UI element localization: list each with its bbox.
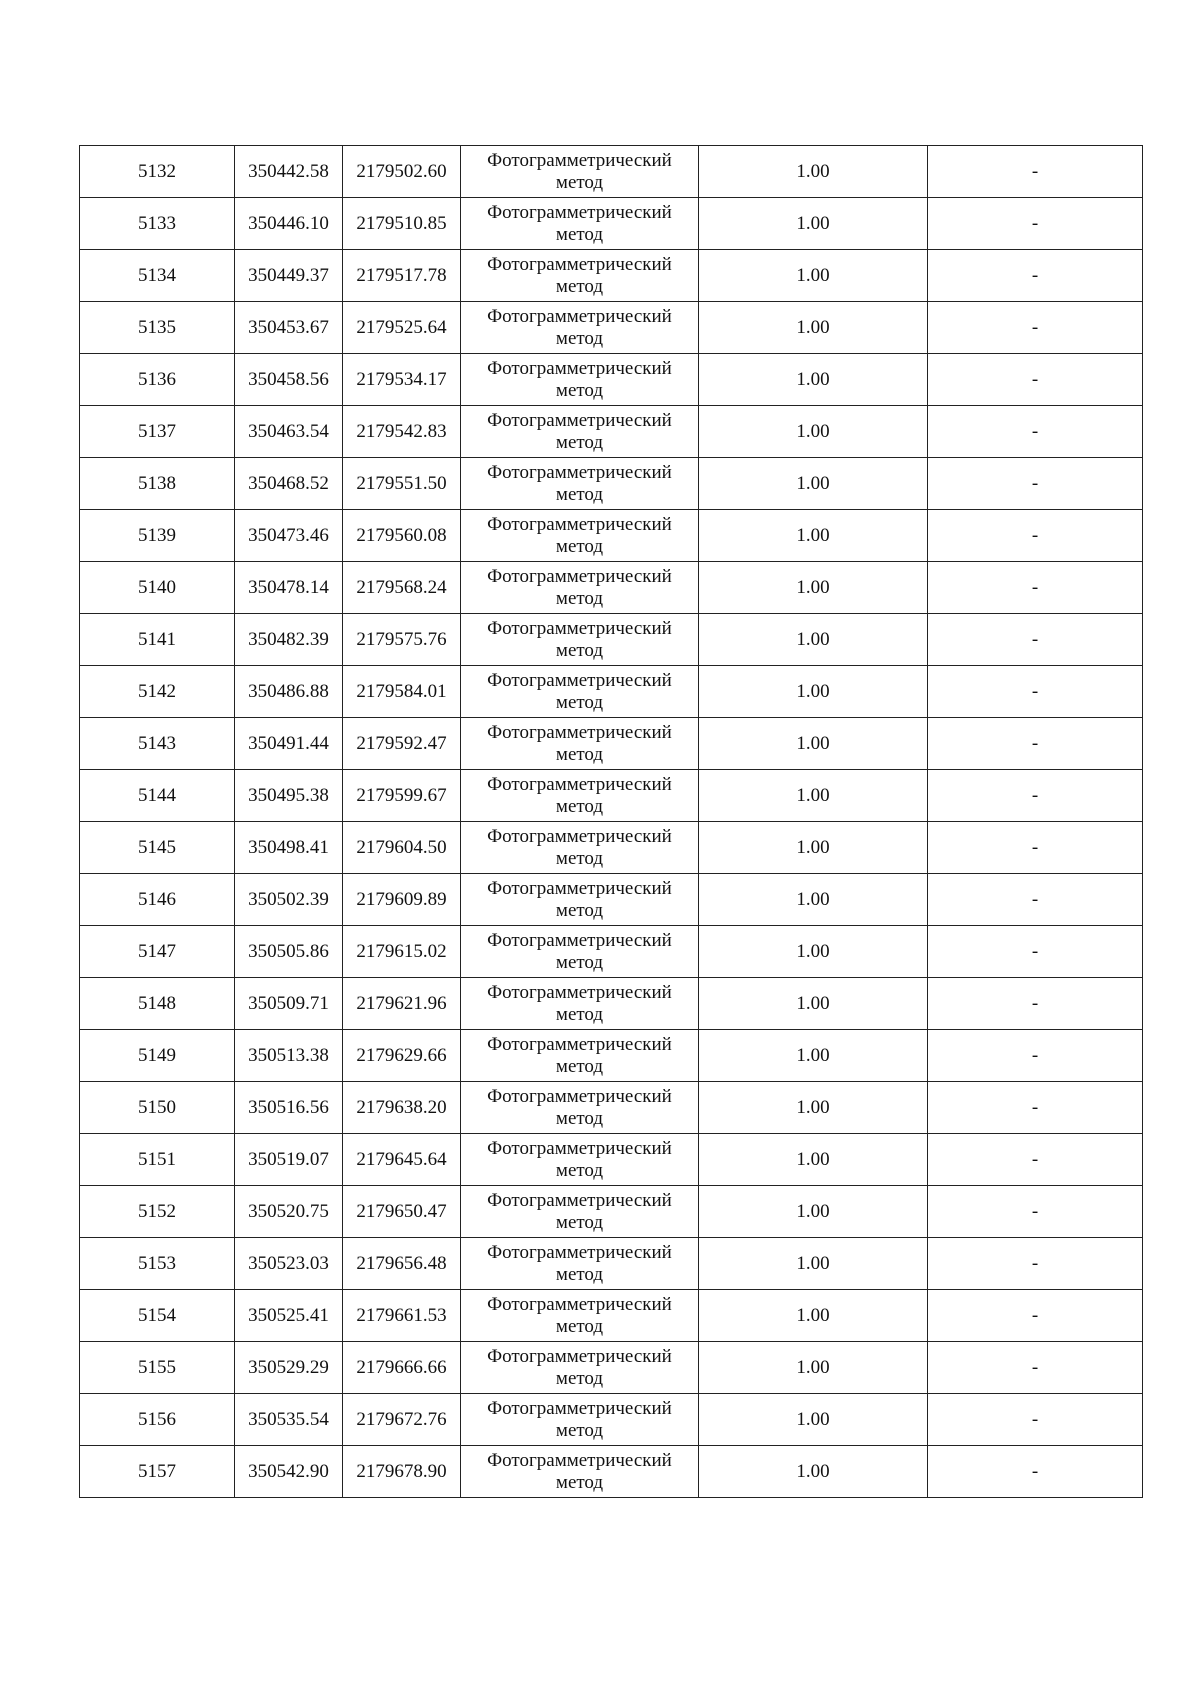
accuracy-cell: 1.00 (699, 926, 928, 978)
y-coordinate-cell: 2179584.01 (343, 666, 461, 718)
table-row (80, 978, 1143, 1030)
table-row (80, 302, 1143, 354)
table-row (80, 458, 1143, 510)
method-cell (461, 1290, 699, 1342)
method-line-1: Фотограмметрический (487, 721, 672, 743)
point-number-cell: 5140 (80, 562, 235, 614)
method-line-2: метод (555, 171, 604, 193)
method-line-1: Фотограмметрический (487, 929, 672, 951)
note-cell: - (928, 146, 1143, 198)
method-cell (461, 510, 699, 562)
note-cell: - (928, 718, 1143, 770)
note-cell: - (928, 822, 1143, 874)
method-line-2: метод (555, 899, 604, 921)
method-cell (461, 354, 699, 406)
method-line-1: Фотограмметрический (487, 357, 672, 379)
method-line-1: Фотограмметрический (487, 149, 672, 171)
y-coordinate-cell: 2179672.76 (343, 1394, 461, 1446)
coordinates-table-body (80, 146, 1143, 1498)
table-row (80, 1134, 1143, 1186)
y-coordinate-cell: 2179638.20 (343, 1082, 461, 1134)
method-cell (461, 1030, 699, 1082)
y-coordinate-cell: 2179517.78 (343, 250, 461, 302)
note-cell: - (928, 302, 1143, 354)
table-row (80, 822, 1143, 874)
point-number-cell: 5134 (80, 250, 235, 302)
method-cell (461, 458, 699, 510)
note-cell: - (928, 354, 1143, 406)
y-coordinate-cell: 2179592.47 (343, 718, 461, 770)
method-line-2: метод (555, 1367, 604, 1389)
table-row (80, 614, 1143, 666)
note-cell: - (928, 562, 1143, 614)
x-coordinate-cell: 350495.38 (235, 770, 343, 822)
point-number-cell: 5144 (80, 770, 235, 822)
method-line-2: метод (555, 1003, 604, 1025)
accuracy-cell: 1.00 (699, 562, 928, 614)
x-coordinate-cell: 350523.03 (235, 1238, 343, 1290)
method-line-2: метод (555, 1107, 604, 1129)
point-number-cell: 5150 (80, 1082, 235, 1134)
method-line-2: метод (555, 483, 604, 505)
y-coordinate-cell: 2179502.60 (343, 146, 461, 198)
method-line-1: Фотограмметрический (487, 877, 672, 899)
method-line-1: Фотограмметрический (487, 1293, 672, 1315)
method-line-2: метод (555, 743, 604, 765)
y-coordinate-cell: 2179525.64 (343, 302, 461, 354)
x-coordinate-cell: 350498.41 (235, 822, 343, 874)
method-line-2: метод (555, 431, 604, 453)
point-number-cell: 5146 (80, 874, 235, 926)
x-coordinate-cell: 350525.41 (235, 1290, 343, 1342)
y-coordinate-cell: 2179621.96 (343, 978, 461, 1030)
note-cell: - (928, 770, 1143, 822)
x-coordinate-cell: 350453.67 (235, 302, 343, 354)
method-line-1: Фотограмметрический (487, 1397, 672, 1419)
y-coordinate-cell: 2179542.83 (343, 406, 461, 458)
method-line-2: метод (555, 1055, 604, 1077)
table-row (80, 926, 1143, 978)
table-row (80, 718, 1143, 770)
y-coordinate-cell: 2179615.02 (343, 926, 461, 978)
point-number-cell: 5148 (80, 978, 235, 1030)
method-line-1: Фотограмметрический (487, 201, 672, 223)
method-line-1: Фотограмметрический (487, 617, 672, 639)
method-line-1: Фотограмметрический (487, 1189, 672, 1211)
point-number-cell: 5137 (80, 406, 235, 458)
x-coordinate-cell: 350535.54 (235, 1394, 343, 1446)
table-row (80, 1186, 1143, 1238)
point-number-cell: 5157 (80, 1446, 235, 1498)
point-number-cell: 5136 (80, 354, 235, 406)
x-coordinate-cell: 350519.07 (235, 1134, 343, 1186)
accuracy-cell: 1.00 (699, 1030, 928, 1082)
x-coordinate-cell: 350516.56 (235, 1082, 343, 1134)
point-number-cell: 5147 (80, 926, 235, 978)
accuracy-cell: 1.00 (699, 198, 928, 250)
x-coordinate-cell: 350449.37 (235, 250, 343, 302)
y-coordinate-cell: 2179656.48 (343, 1238, 461, 1290)
x-coordinate-cell: 350513.38 (235, 1030, 343, 1082)
accuracy-cell: 1.00 (699, 458, 928, 510)
method-cell (461, 1394, 699, 1446)
accuracy-cell: 1.00 (699, 354, 928, 406)
note-cell: - (928, 978, 1143, 1030)
accuracy-cell: 1.00 (699, 718, 928, 770)
y-coordinate-cell: 2179560.08 (343, 510, 461, 562)
table-row (80, 562, 1143, 614)
point-number-cell: 5133 (80, 198, 235, 250)
x-coordinate-cell: 350529.29 (235, 1342, 343, 1394)
table-row (80, 1394, 1143, 1446)
accuracy-cell: 1.00 (699, 146, 928, 198)
table-row (80, 510, 1143, 562)
x-coordinate-cell: 350468.52 (235, 458, 343, 510)
method-line-1: Фотограмметрический (487, 1085, 672, 1107)
method-line-2: метод (555, 1315, 604, 1337)
method-line-1: Фотограмметрический (487, 253, 672, 275)
y-coordinate-cell: 2179645.64 (343, 1134, 461, 1186)
method-cell (461, 874, 699, 926)
point-number-cell: 5139 (80, 510, 235, 562)
table-row (80, 1446, 1143, 1498)
accuracy-cell: 1.00 (699, 1394, 928, 1446)
table-row (80, 1342, 1143, 1394)
method-line-1: Фотограмметрический (487, 565, 672, 587)
y-coordinate-cell: 2179575.76 (343, 614, 461, 666)
table-row (80, 1030, 1143, 1082)
coordinates-table (79, 145, 1143, 1498)
y-coordinate-cell: 2179604.50 (343, 822, 461, 874)
y-coordinate-cell: 2179568.24 (343, 562, 461, 614)
x-coordinate-cell: 350491.44 (235, 718, 343, 770)
note-cell: - (928, 1342, 1143, 1394)
accuracy-cell: 1.00 (699, 822, 928, 874)
method-line-2: метод (555, 327, 604, 349)
accuracy-cell: 1.00 (699, 1082, 928, 1134)
table-row (80, 1238, 1143, 1290)
method-line-2: метод (555, 795, 604, 817)
note-cell: - (928, 510, 1143, 562)
method-cell (461, 1134, 699, 1186)
accuracy-cell: 1.00 (699, 510, 928, 562)
point-number-cell: 5138 (80, 458, 235, 510)
x-coordinate-cell: 350446.10 (235, 198, 343, 250)
note-cell: - (928, 1446, 1143, 1498)
method-line-2: метод (555, 1419, 604, 1441)
note-cell: - (928, 1290, 1143, 1342)
x-coordinate-cell: 350478.14 (235, 562, 343, 614)
accuracy-cell: 1.00 (699, 1238, 928, 1290)
table-row (80, 250, 1143, 302)
y-coordinate-cell: 2179534.17 (343, 354, 461, 406)
table-row (80, 406, 1143, 458)
x-coordinate-cell: 350542.90 (235, 1446, 343, 1498)
note-cell: - (928, 1030, 1143, 1082)
note-cell: - (928, 1394, 1143, 1446)
method-line-1: Фотограмметрический (487, 1345, 672, 1367)
x-coordinate-cell: 350463.54 (235, 406, 343, 458)
method-cell (461, 1082, 699, 1134)
point-number-cell: 5153 (80, 1238, 235, 1290)
note-cell: - (928, 926, 1143, 978)
method-line-2: метод (555, 587, 604, 609)
x-coordinate-cell: 350458.56 (235, 354, 343, 406)
method-cell (461, 614, 699, 666)
accuracy-cell: 1.00 (699, 1290, 928, 1342)
point-number-cell: 5149 (80, 1030, 235, 1082)
table-row (80, 770, 1143, 822)
y-coordinate-cell: 2179599.67 (343, 770, 461, 822)
method-line-1: Фотограмметрический (487, 1241, 672, 1263)
y-coordinate-cell: 2179510.85 (343, 198, 461, 250)
point-number-cell: 5156 (80, 1394, 235, 1446)
method-line-1: Фотограмметрический (487, 461, 672, 483)
y-coordinate-cell: 2179650.47 (343, 1186, 461, 1238)
x-coordinate-cell: 350442.58 (235, 146, 343, 198)
y-coordinate-cell: 2179678.90 (343, 1446, 461, 1498)
x-coordinate-cell: 350486.88 (235, 666, 343, 718)
point-number-cell: 5152 (80, 1186, 235, 1238)
method-line-2: метод (555, 639, 604, 661)
note-cell: - (928, 874, 1143, 926)
table-row (80, 1290, 1143, 1342)
accuracy-cell: 1.00 (699, 770, 928, 822)
x-coordinate-cell: 350509.71 (235, 978, 343, 1030)
accuracy-cell: 1.00 (699, 406, 928, 458)
accuracy-cell: 1.00 (699, 302, 928, 354)
note-cell: - (928, 458, 1143, 510)
method-cell (461, 770, 699, 822)
method-line-1: Фотограмметрический (487, 1137, 672, 1159)
method-line-2: метод (555, 1471, 604, 1493)
method-line-2: метод (555, 379, 604, 401)
method-line-2: метод (555, 1159, 604, 1181)
note-cell: - (928, 666, 1143, 718)
table-row (80, 146, 1143, 198)
x-coordinate-cell: 350520.75 (235, 1186, 343, 1238)
method-line-2: метод (555, 535, 604, 557)
x-coordinate-cell: 350505.86 (235, 926, 343, 978)
method-cell (461, 1342, 699, 1394)
method-line-1: Фотограмметрический (487, 825, 672, 847)
method-line-1: Фотограмметрический (487, 981, 672, 1003)
point-number-cell: 5135 (80, 302, 235, 354)
method-line-1: Фотограмметрический (487, 669, 672, 691)
method-line-2: метод (555, 223, 604, 245)
method-line-1: Фотограмметрический (487, 305, 672, 327)
y-coordinate-cell: 2179629.66 (343, 1030, 461, 1082)
accuracy-cell: 1.00 (699, 874, 928, 926)
point-number-cell: 5132 (80, 146, 235, 198)
note-cell: - (928, 1134, 1143, 1186)
method-cell (461, 1186, 699, 1238)
point-number-cell: 5151 (80, 1134, 235, 1186)
accuracy-cell: 1.00 (699, 1134, 928, 1186)
point-number-cell: 5143 (80, 718, 235, 770)
method-cell (461, 1446, 699, 1498)
method-line-2: метод (555, 275, 604, 297)
note-cell: - (928, 198, 1143, 250)
accuracy-cell: 1.00 (699, 978, 928, 1030)
method-line-2: метод (555, 1211, 604, 1233)
method-line-1: Фотограмметрический (487, 513, 672, 535)
accuracy-cell: 1.00 (699, 1446, 928, 1498)
point-number-cell: 5154 (80, 1290, 235, 1342)
table-row (80, 354, 1143, 406)
method-line-2: метод (555, 691, 604, 713)
method-cell (461, 146, 699, 198)
method-line-2: метод (555, 1263, 604, 1285)
y-coordinate-cell: 2179609.89 (343, 874, 461, 926)
note-cell: - (928, 250, 1143, 302)
method-cell (461, 562, 699, 614)
table-row (80, 1082, 1143, 1134)
method-cell (461, 250, 699, 302)
point-number-cell: 5155 (80, 1342, 235, 1394)
point-number-cell: 5145 (80, 822, 235, 874)
x-coordinate-cell: 350473.46 (235, 510, 343, 562)
method-line-1: Фотограмметрический (487, 409, 672, 431)
method-cell (461, 198, 699, 250)
method-line-1: Фотограмметрический (487, 773, 672, 795)
method-line-2: метод (555, 847, 604, 869)
table-row (80, 198, 1143, 250)
method-cell (461, 926, 699, 978)
accuracy-cell: 1.00 (699, 250, 928, 302)
x-coordinate-cell: 350502.39 (235, 874, 343, 926)
note-cell: - (928, 1082, 1143, 1134)
note-cell: - (928, 614, 1143, 666)
table-row (80, 666, 1143, 718)
point-number-cell: 5142 (80, 666, 235, 718)
method-cell (461, 1238, 699, 1290)
accuracy-cell: 1.00 (699, 666, 928, 718)
y-coordinate-cell: 2179551.50 (343, 458, 461, 510)
table-row (80, 874, 1143, 926)
x-coordinate-cell: 350482.39 (235, 614, 343, 666)
method-cell (461, 822, 699, 874)
method-line-1: Фотограмметрический (487, 1449, 672, 1471)
method-cell (461, 302, 699, 354)
method-line-1: Фотограмметрический (487, 1033, 672, 1055)
accuracy-cell: 1.00 (699, 1342, 928, 1394)
note-cell: - (928, 406, 1143, 458)
method-cell (461, 666, 699, 718)
method-cell (461, 718, 699, 770)
method-line-2: метод (555, 951, 604, 973)
note-cell: - (928, 1238, 1143, 1290)
y-coordinate-cell: 2179661.53 (343, 1290, 461, 1342)
method-cell (461, 978, 699, 1030)
y-coordinate-cell: 2179666.66 (343, 1342, 461, 1394)
accuracy-cell: 1.00 (699, 614, 928, 666)
accuracy-cell: 1.00 (699, 1186, 928, 1238)
point-number-cell: 5141 (80, 614, 235, 666)
note-cell: - (928, 1186, 1143, 1238)
method-cell (461, 406, 699, 458)
